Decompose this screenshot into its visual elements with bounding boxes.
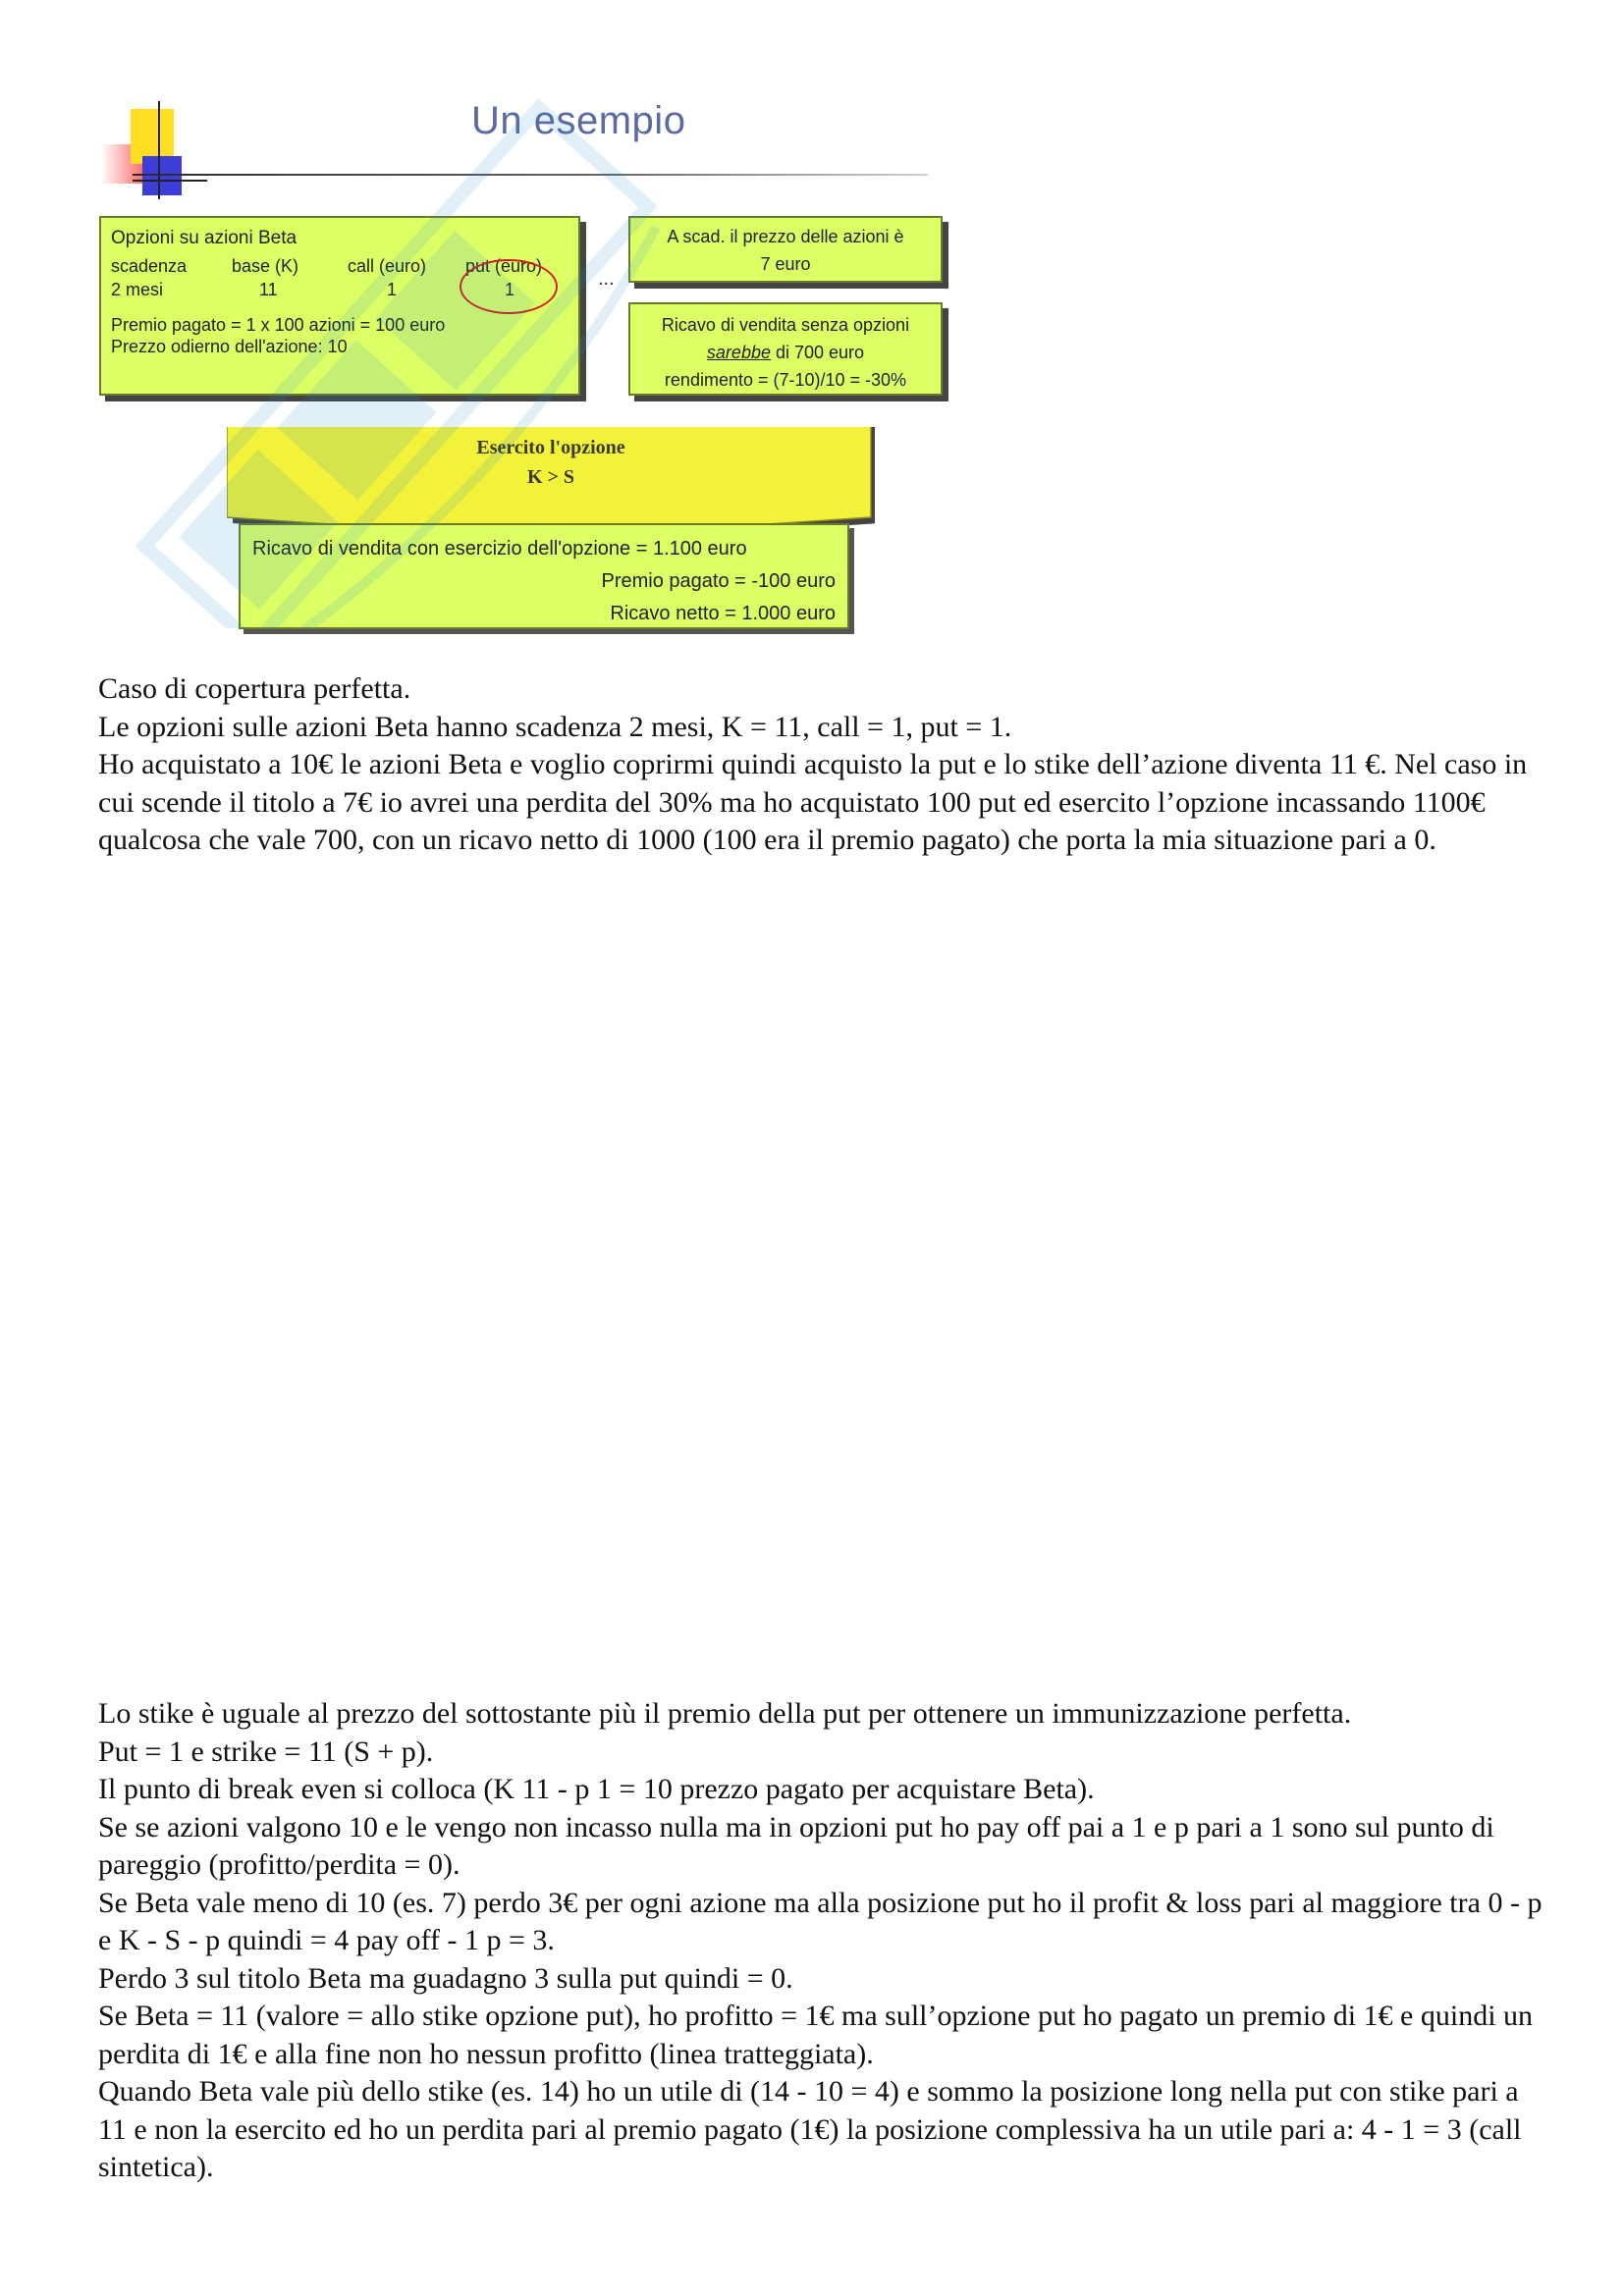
expiry-price-box	[628, 216, 943, 283]
slide-title: Un esempio	[471, 99, 686, 142]
no-option-line2-rest: di 700 euro	[770, 343, 865, 362]
paragraph-bottom-3: Il punto di break even si colloca (K 11 - p 1 = 10 prezzo pagato per acquistare Beta).	[98, 1773, 1095, 1805]
exercise-result-box	[239, 523, 849, 629]
premium-line: Premio pagato = 1 x 100 azioni = 100 euro	[111, 315, 446, 335]
premium-info	[111, 314, 568, 357]
result-line1: Ricavo di vendita con esercizio dell'opzione = 1.100 euro	[252, 538, 747, 560]
text-block-bottom	[98, 1695, 1551, 2187]
deco-vertical-line	[158, 101, 160, 199]
deco-blue-square	[142, 156, 182, 195]
paragraph-bottom-5: Se Beta vale meno di 10 (es. 7) perdo 3€ per ogni azione ma alla posizione put ho il profit & loss pari al maggiore tra 0 - p e K - S - p quindi = 4 pay off - 1 p = 3.	[98, 1886, 1543, 1956]
cell-scadenza: 2 mesi	[111, 280, 164, 299]
header-put: put (euro)	[465, 256, 543, 276]
deco-horizontal-line	[133, 180, 207, 182]
paragraph-top-2: Le opzioni sulle azioni Beta hanno scadenza 2 mesi, K = 11, call = 1, put = 1.	[98, 710, 1012, 743]
arrow-text	[227, 433, 875, 492]
cell-base: 11	[259, 280, 278, 299]
paragraph-top-1: Caso di copertura perfetta.	[98, 672, 411, 705]
paragraph-bottom-2: Put = 1 e strike = 11 (S + p).	[98, 1735, 434, 1768]
cell-put: 1	[505, 280, 515, 299]
header-call: call (euro)	[348, 256, 427, 276]
options-info-box	[99, 216, 580, 396]
no-option-line3: rendimento = (7-10)/10 = -30%	[664, 370, 907, 390]
no-option-emphasis: sarebbe	[706, 343, 771, 362]
slide-image	[93, 93, 947, 643]
no-option-revenue-box	[628, 302, 943, 396]
result-line2: Premio pagato = -100 euro	[601, 570, 836, 592]
expiry-line1: A scad. il prezzo delle azioni è	[667, 227, 904, 246]
put-highlight-circle	[460, 259, 558, 314]
paragraph-bottom-4: Se se azioni valgono 10 e le vengo non incasso nulla ma in opzioni put ho pay off pai a 1 e p pari a 1 sono sul punto di pareggio (profitto/perdita = 0).	[98, 1810, 1494, 1881]
result-line3: Ricavo netto = 1.000 euro	[610, 603, 836, 624]
text-block-top	[98, 670, 1551, 860]
paragraph-top-3: Ho acquistato a 10€ le azioni Beta e voglio coprirmi quindi acquisto la put e lo stike dell’azione diventa 11 €. Nel caso in cui scende il titolo a 7€ io avrei una perdita del 30% ma ho acquistato 100 put ed esercito l’opzione incassando 1100€ qualcosa che vale 700, con un ricavo netto di 1000 (100 era il premio pagato) che porta la mia situazione pari a 0.	[98, 748, 1528, 856]
paragraph-bottom-7: Se Beta = 11 (valore = allo stike opzione put), ho profitto = 1€ ma sull’opzione put ho pagato un premio di 1€ e quindi un perdita di 1€ e alla fine non ho nessun profitto (linea tratteggiata).	[98, 2000, 1534, 2070]
no-option-line1: Ricavo di vendita senza opzioni	[661, 315, 910, 335]
paragraph-bottom-8: Quando Beta vale più dello stike (es. 14) ho un utile di (14 - 10 = 4) e sommo la posizione long nella put con stike pari a 11 e non la esercito ed ho un perdita pari al premio pagato (1€) la posizione complessiva ha un utile pari a: 4 - 1 = 3 (call sintetica).	[98, 2075, 1522, 2183]
title-divider	[133, 174, 928, 176]
cell-call: 1	[387, 280, 398, 299]
options-heading: Opzioni su azioni Beta	[111, 228, 298, 248]
header-scadenza: scadenza	[111, 256, 188, 276]
paragraph-bottom-1: Lo stike è uguale al prezzo del sottostante più il premio della put per ottenere un immunizzazione perfetta.	[98, 1697, 1352, 1730]
arrow-line2: K > S	[526, 466, 575, 488]
price-line: Prezzo odierno dell'azione: 10	[111, 337, 348, 356]
expiry-line2: 7 euro	[760, 254, 811, 274]
ellipsis: ...	[598, 268, 615, 290]
no-option-line2	[630, 339, 941, 366]
header-base: base (K)	[232, 256, 299, 276]
paragraph-bottom-6: Perdo 3 sul titolo Beta ma guadagno 3 sulla put quindi = 0.	[98, 1961, 793, 1995]
arrow-line1: Esercito l'opzione	[476, 437, 625, 458]
